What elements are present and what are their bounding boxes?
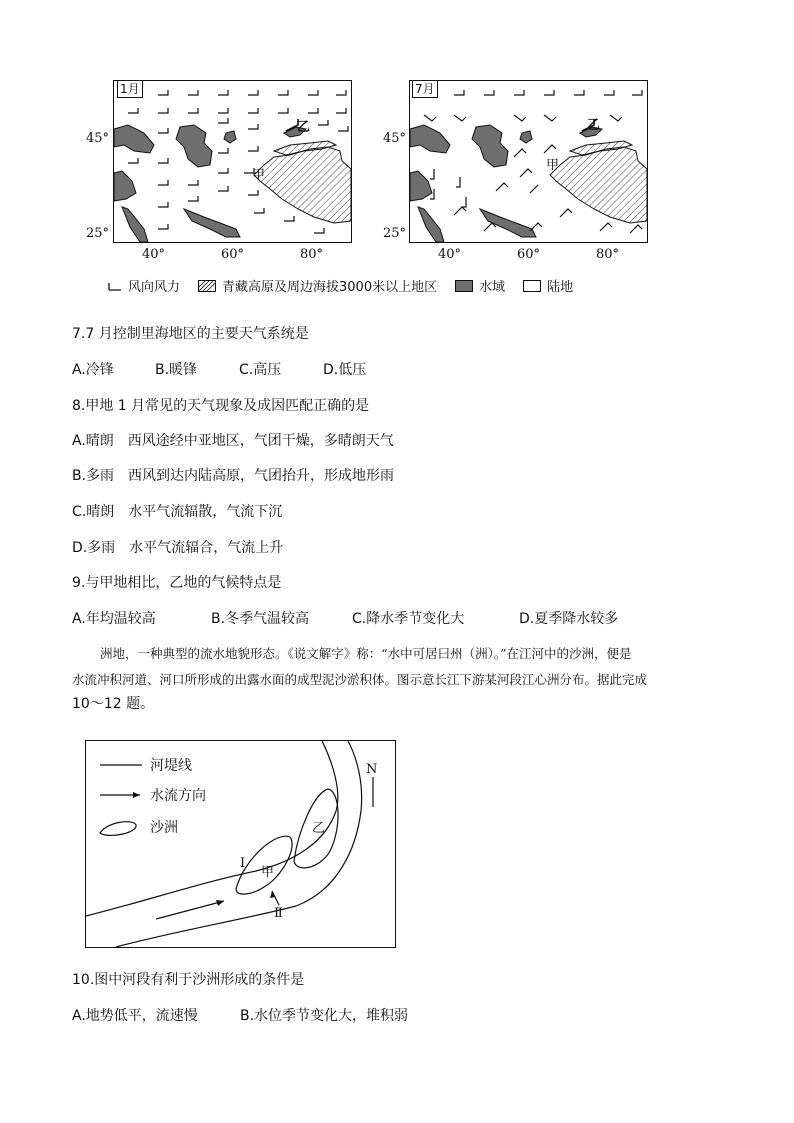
q7-option-a: A.冷锋 [72, 362, 114, 378]
north-label: N [366, 762, 378, 777]
legend-wind [108, 276, 180, 295]
q8-option-a: A.晴朗 西风途经中亚地区，气团干燥，多晴朗天气 [72, 433, 394, 449]
passage-line-2: 水流冲积河道、河口所形成的出露水面的成型泥沙淤积体。图示意长江下游某河段江心洲分布。据此完成 [72, 672, 648, 687]
sandbar-jia-label: 甲 [261, 865, 275, 880]
river-diagram [85, 740, 396, 948]
map2-lat-45: 45° [383, 131, 407, 146]
map1-lat-25: 25° [86, 226, 110, 241]
gray-swatch [455, 280, 473, 292]
map2-label-yi: 乙 [587, 118, 601, 133]
q9-option-d: D.夏季降水较多 [519, 611, 619, 627]
legend-land-label: 陆地 [547, 280, 574, 295]
q8-stem: 8.甲地 1 月常见的天气现象及成因匹配正确的是 [72, 398, 370, 414]
map1-lon-60: 60° [221, 247, 245, 262]
passage-line-1: 洲地，一种典型的流水地貌形态。《说文解字》称：“水中可居曰州（洲）。”在江河中的沙洲，便是 [100, 646, 632, 661]
hatched-swatch [198, 280, 216, 292]
map-january [113, 80, 352, 243]
arrow-icon [100, 792, 140, 798]
q9-option-a: A.年均温较高 [72, 611, 156, 627]
q8-option-b: B.多雨 西风到达内陆高原，气团抬升，形成地形雨 [72, 468, 395, 484]
map1-lon-80: 80° [300, 247, 324, 262]
legend-water [455, 276, 505, 295]
legend-plateau [198, 276, 437, 295]
q8-option-c: C.晴朗 水平气流辐散，气流下沉 [72, 504, 283, 520]
map2-lon-60: 60° [517, 247, 541, 262]
wind-barb-icon [108, 280, 122, 292]
map1-label-yi: 乙 [297, 120, 311, 135]
q8-option-d: D.多雨 水平气流辐合，气流上升 [72, 540, 284, 556]
legend-water-label: 水域 [479, 280, 506, 295]
q10-option-a: A.地势低平，流速慢 [72, 1008, 198, 1024]
q9-option-b: B.冬季气温较高 [211, 611, 310, 627]
legend-plateau-label: 青藏高原及周边海拔3000米以上地区 [222, 280, 438, 295]
map1-lat-45: 45° [86, 131, 110, 146]
white-swatch [523, 280, 541, 292]
q7-option-b: B.暖锋 [155, 362, 198, 378]
passage-line-3: 10～12 题。 [72, 696, 155, 712]
q9-stem: 9.与甲地相比，乙地的气候特点是 [72, 575, 282, 591]
q7-option-d: D.低压 [323, 362, 367, 378]
map2-label-jia: 甲 [546, 158, 560, 173]
channel-one-label: Ⅰ [240, 856, 246, 871]
sandbar-icon [100, 822, 136, 836]
river-legend-dike: 河堤线 [150, 758, 192, 774]
q7-option-c: C.高压 [239, 362, 282, 378]
map2-lat-25: 25° [383, 226, 407, 241]
river-legend-sandbar: 沙洲 [150, 820, 178, 836]
q10-option-b: B.水位季节变化大，堆积弱 [240, 1008, 409, 1024]
map-july [409, 80, 648, 243]
channel-two-label: Ⅱ [274, 906, 283, 921]
q7-stem: 7.7 月控制里海地区的主要天气系统是 [72, 326, 309, 342]
map2-lon-40: 40° [438, 247, 462, 262]
map1-month-label: 1月 [117, 80, 143, 98]
q10-stem: 10.图中河段有利于沙洲形成的条件是 [72, 972, 305, 988]
legend-land [523, 276, 573, 295]
map-legend [108, 276, 573, 295]
map1-label-jia: 甲 [252, 168, 266, 183]
q9-option-c: C.降水季节变化大 [352, 611, 465, 627]
river-legend-flow: 水流方向 [150, 788, 206, 804]
map2-month-label: 7月 [412, 80, 438, 98]
map2-lon-80: 80° [596, 247, 620, 262]
map1-lon-40: 40° [142, 247, 166, 262]
sandbar-yi-label: 乙 [312, 821, 326, 836]
legend-wind-label: 风向风力 [128, 280, 181, 295]
